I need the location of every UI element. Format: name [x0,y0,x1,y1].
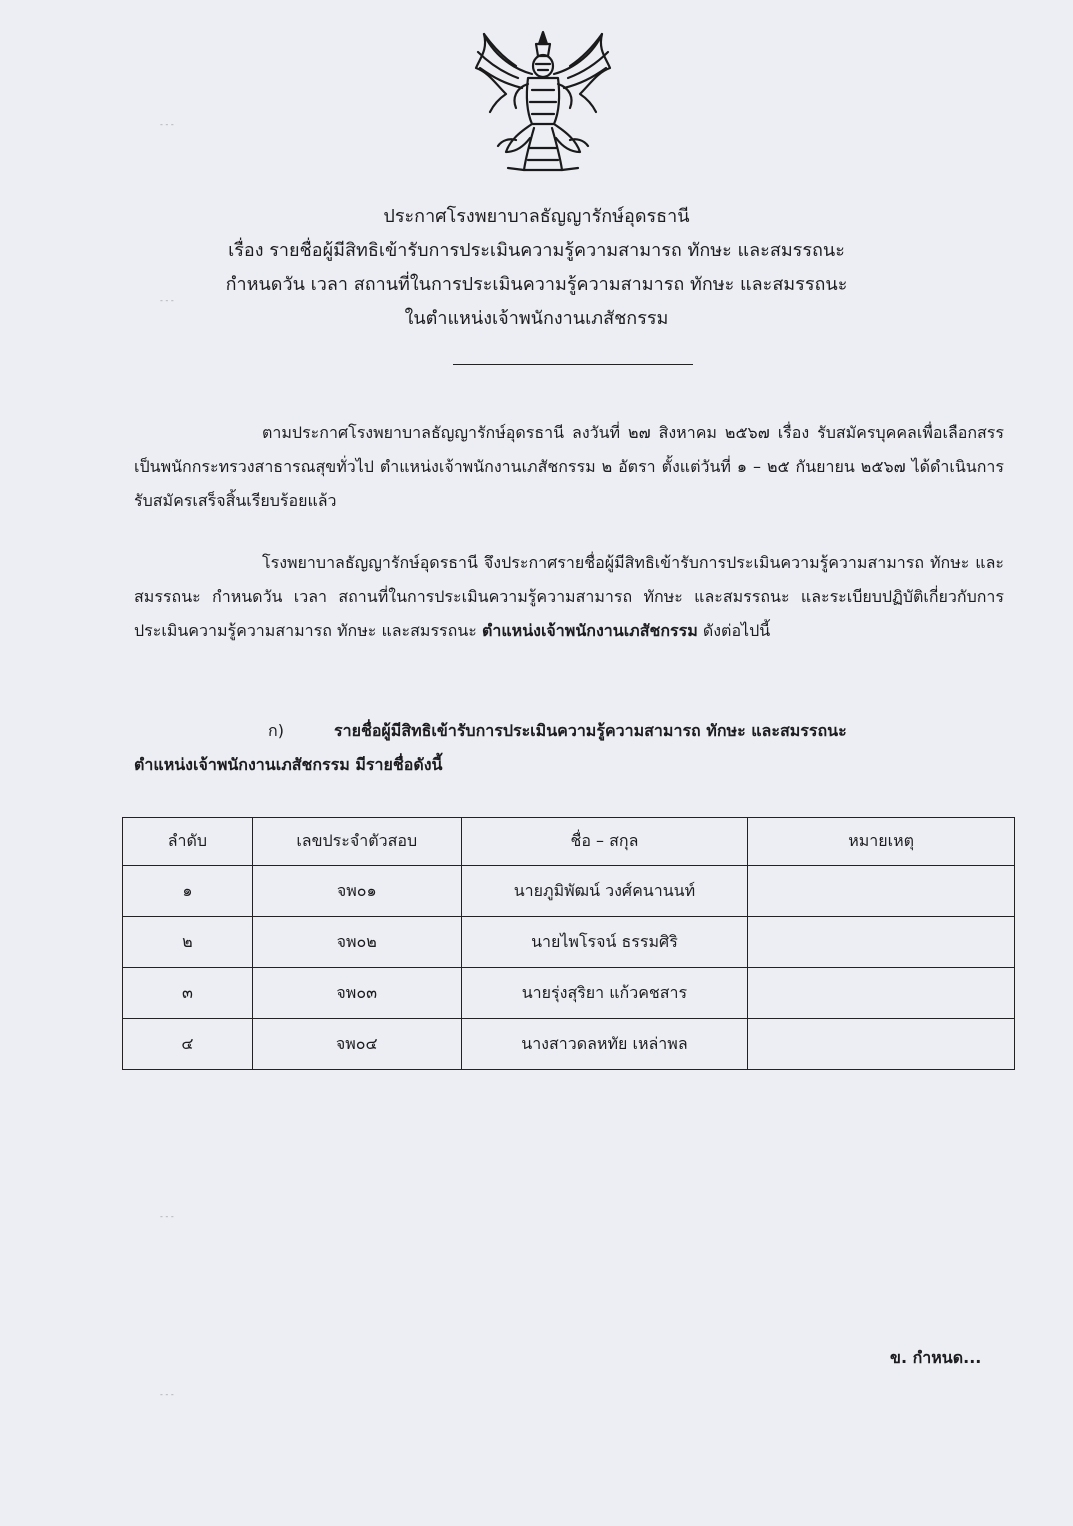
cell-order: ๒ [123,917,253,968]
cell-name: นายภูมิพัฒน์ วงศ์คนานนท์ [461,866,748,917]
scan-speck: - - - [160,1390,174,1399]
header-position-line: ในตำแหน่งเจ้าพนักงานเภสัชกรรม [404,308,669,329]
cell-name: นายรุ่งสุริยา แก้วคชสาร [461,968,748,1019]
cell-exam-id: จพ๐๓ [252,968,461,1019]
cell-exam-id: จพ๐๒ [252,917,461,968]
column-header-note: หมายเหตุ [748,818,1015,866]
section-a-title-line-2: ตำแหน่งเจ้าพนักงานเภสัชกรรม มีรายชื่อดังนี้ [134,755,443,774]
cell-order: ๓ [123,968,253,1019]
cell-note [748,1019,1015,1070]
scan-speck: - - - [160,120,174,129]
table-row [123,866,1015,917]
title-divider [453,364,693,365]
table-row [123,968,1015,1019]
column-header-order: ลำดับ [123,818,253,866]
table-row [123,917,1015,968]
section-a-title-line-1: รายชื่อผู้มีสิทธิเข้ารับการประเมินความรู้ความสามารถ ทักษะ และสมรรถนะ [334,721,847,740]
cell-name: นายไพโรจน์ ธรรมศิริ [461,917,748,968]
table-header-row [123,818,1015,866]
cell-note [748,968,1015,1019]
section-a-marker: ก) [268,721,284,740]
cell-exam-id: จพ๐๑ [252,866,461,917]
table-row [123,1019,1015,1070]
candidate-table [122,817,1015,1070]
header-subject-line: เรื่อง รายชื่อผู้มีสิทธิเข้ารับการประเมินความรู้ความสามารถ ทักษะ และสมรรถนะ [228,240,845,261]
paragraph-2-position: ตำแหน่งเจ้าพนักงานเภสัชกรรม [481,621,698,640]
paragraph-2 [134,546,1004,648]
announcement-header [0,200,1073,336]
column-header-name: ชื่อ – สกุล [461,818,748,866]
cell-note [748,917,1015,968]
cell-note [748,866,1015,917]
cell-order: ๔ [123,1019,253,1070]
garuda-emblem-icon [470,28,616,178]
cell-exam-id: จพ๐๔ [252,1019,461,1070]
cell-name: นางสาวดลหทัย เหล่าพล [461,1019,748,1070]
paragraph-1 [134,416,1004,518]
paragraph-1-text: ตามประกาศโรงพยาบาลธัญญารักษ์อุดรธานี ลงวันที่ ๒๗ สิงหาคม ๒๕๖๗ เรื่อง รับสมัครบุคคลเพื่อเลือกสรรเป็นพนักกระทรวงสาธารณสุขทั่วไป ตำแหน่งเจ้าพนักงานเภสัชกรรม ๒ อัตรา ตั้งแต่วันที่ ๑ – ๒๕ กันยายน ๒๕๖๗ ได้ดำเนินการรับสมัครเสร็จสิ้นเรียบร้อยแล้ว [134,423,1005,510]
column-header-exam-id: เลขประจำตัวสอบ [252,818,461,866]
cell-order: ๑ [123,866,253,917]
header-schedule-line: กำหนดวัน เวลา สถานที่ในการประเมินความรู้ความสามารถ ทักษะ และสมรรถนะ [225,274,848,295]
section-a-heading [134,714,1004,782]
scan-speck: - - - [160,296,174,305]
paragraph-2-tail: ดังต่อไปนี้ [702,621,771,640]
continuation-note: ข. กำหนด... [890,1348,982,1367]
header-org-line: ประกาศโรงพยาบาลธัญญารักษ์อุดรธานี [383,206,690,227]
scan-speck: - - - [160,1212,174,1221]
paragraph-2-text: โรงพยาบาลธัญญารักษ์อุดรธานี จึงประกาศรายชื่อผู้มีสิทธิเข้ารับการประเมินความรู้ความสามารถ ทักษะ และสมรรถนะ กำหนดวัน เวลา สถานที่ในการประเมินความรู้ความสามารถ ทักษะ และสมรรถนะ และระเบียบปฏิบัติเกี่ยวกับการประเมินความรู้ความสามารถ ทักษะ และสมรรถนะ [134,553,1004,640]
